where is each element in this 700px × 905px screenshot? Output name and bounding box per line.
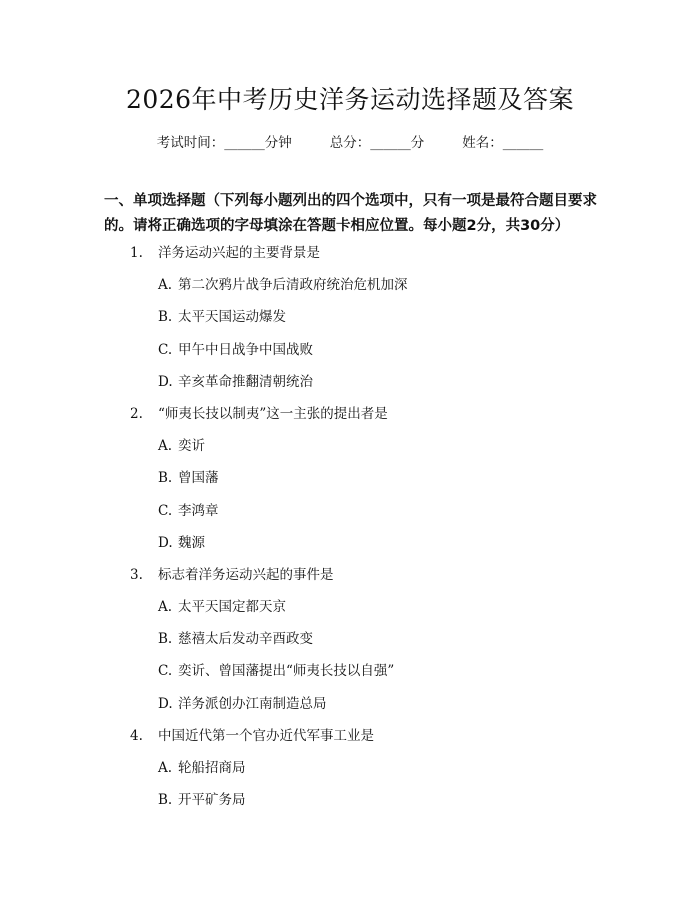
option-letter: D. [158, 373, 173, 390]
option-3-d [0, 694, 700, 726]
question-1 [0, 243, 700, 275]
question-3 [0, 565, 700, 597]
option-text: 开平矿务局 [178, 792, 246, 809]
option-letter: C. [158, 341, 173, 358]
question-stem: 中国近代第一个官办近代军事工业是 [158, 727, 374, 744]
name-field: 姓名：______ [462, 135, 544, 151]
option-3-a [0, 597, 700, 629]
option-1-a [0, 275, 700, 307]
question-list [0, 243, 700, 822]
option-4-a [0, 758, 700, 790]
question-number: 1. [130, 245, 143, 261]
question-number: 3. [130, 566, 143, 583]
exam-time-field: 考试时间：______分钟 [156, 135, 292, 151]
option-2-c [0, 501, 700, 533]
question-4 [0, 726, 700, 758]
exam-info-line [0, 131, 700, 151]
option-text: 太平天国定都天京 [178, 599, 286, 616]
option-text: 辛亥革命推翻清朝统治 [178, 373, 313, 390]
option-text: 太平天国运动爆发 [178, 309, 286, 326]
page-title: 2026年中考历史洋务运动选择题及答案 [125, 85, 575, 114]
option-text: 曾国藩 [178, 470, 219, 487]
option-2-b [0, 468, 700, 500]
option-text: 李鸿章 [178, 502, 219, 519]
option-letter: A. [158, 277, 173, 294]
option-letter: B. [158, 792, 173, 809]
option-text: 甲午中日战争中国战败 [178, 341, 313, 358]
option-text: 魏源 [178, 534, 205, 551]
option-text: 奕䜣、曾国藩提出“师夷长技以自强” [178, 663, 395, 680]
option-letter: D. [158, 695, 173, 712]
option-letter: A. [158, 599, 173, 616]
option-letter: A. [158, 760, 173, 776]
question-number: 4. [130, 727, 143, 744]
option-2-a [0, 436, 700, 468]
option-letter: C. [158, 663, 173, 680]
option-1-b [0, 307, 700, 339]
option-letter: A. [158, 438, 173, 455]
question-stem: “师夷长技以制夷”这一主张的提出者是 [158, 405, 388, 422]
question-stem: 洋务运动兴起的主要背景是 [158, 245, 320, 261]
option-3-b [0, 629, 700, 661]
option-letter: B. [158, 631, 173, 648]
option-letter: B. [158, 470, 173, 487]
total-score-field: 总分：______分 [329, 135, 425, 151]
option-4-b [0, 790, 700, 822]
option-letter: D. [158, 534, 173, 551]
option-2-d [0, 533, 700, 565]
question-2 [0, 404, 700, 436]
option-text: 第二次鸦片战争后清政府统治危机加深 [178, 277, 408, 294]
section-heading: 一、单项选择题（下列每小题列出的四个选项中，只有一项是最符合题目要求的。请将正确选项的字母填涂在答题卡相应位置。每小题2分，共30分） [104, 193, 597, 234]
option-text: 慈禧太后发动辛酉政变 [178, 631, 313, 648]
option-text: 轮船招商局 [178, 760, 246, 776]
option-letter: C. [158, 502, 173, 519]
option-1-d [0, 372, 700, 404]
option-1-c [0, 340, 700, 372]
option-3-c [0, 661, 700, 693]
option-text: 洋务派创办江南制造总局 [178, 695, 327, 712]
question-stem: 标志着洋务运动兴起的事件是 [158, 566, 334, 583]
option-letter: B. [158, 309, 173, 326]
option-text: 奕䜣 [178, 438, 205, 455]
question-number: 2. [130, 405, 143, 422]
